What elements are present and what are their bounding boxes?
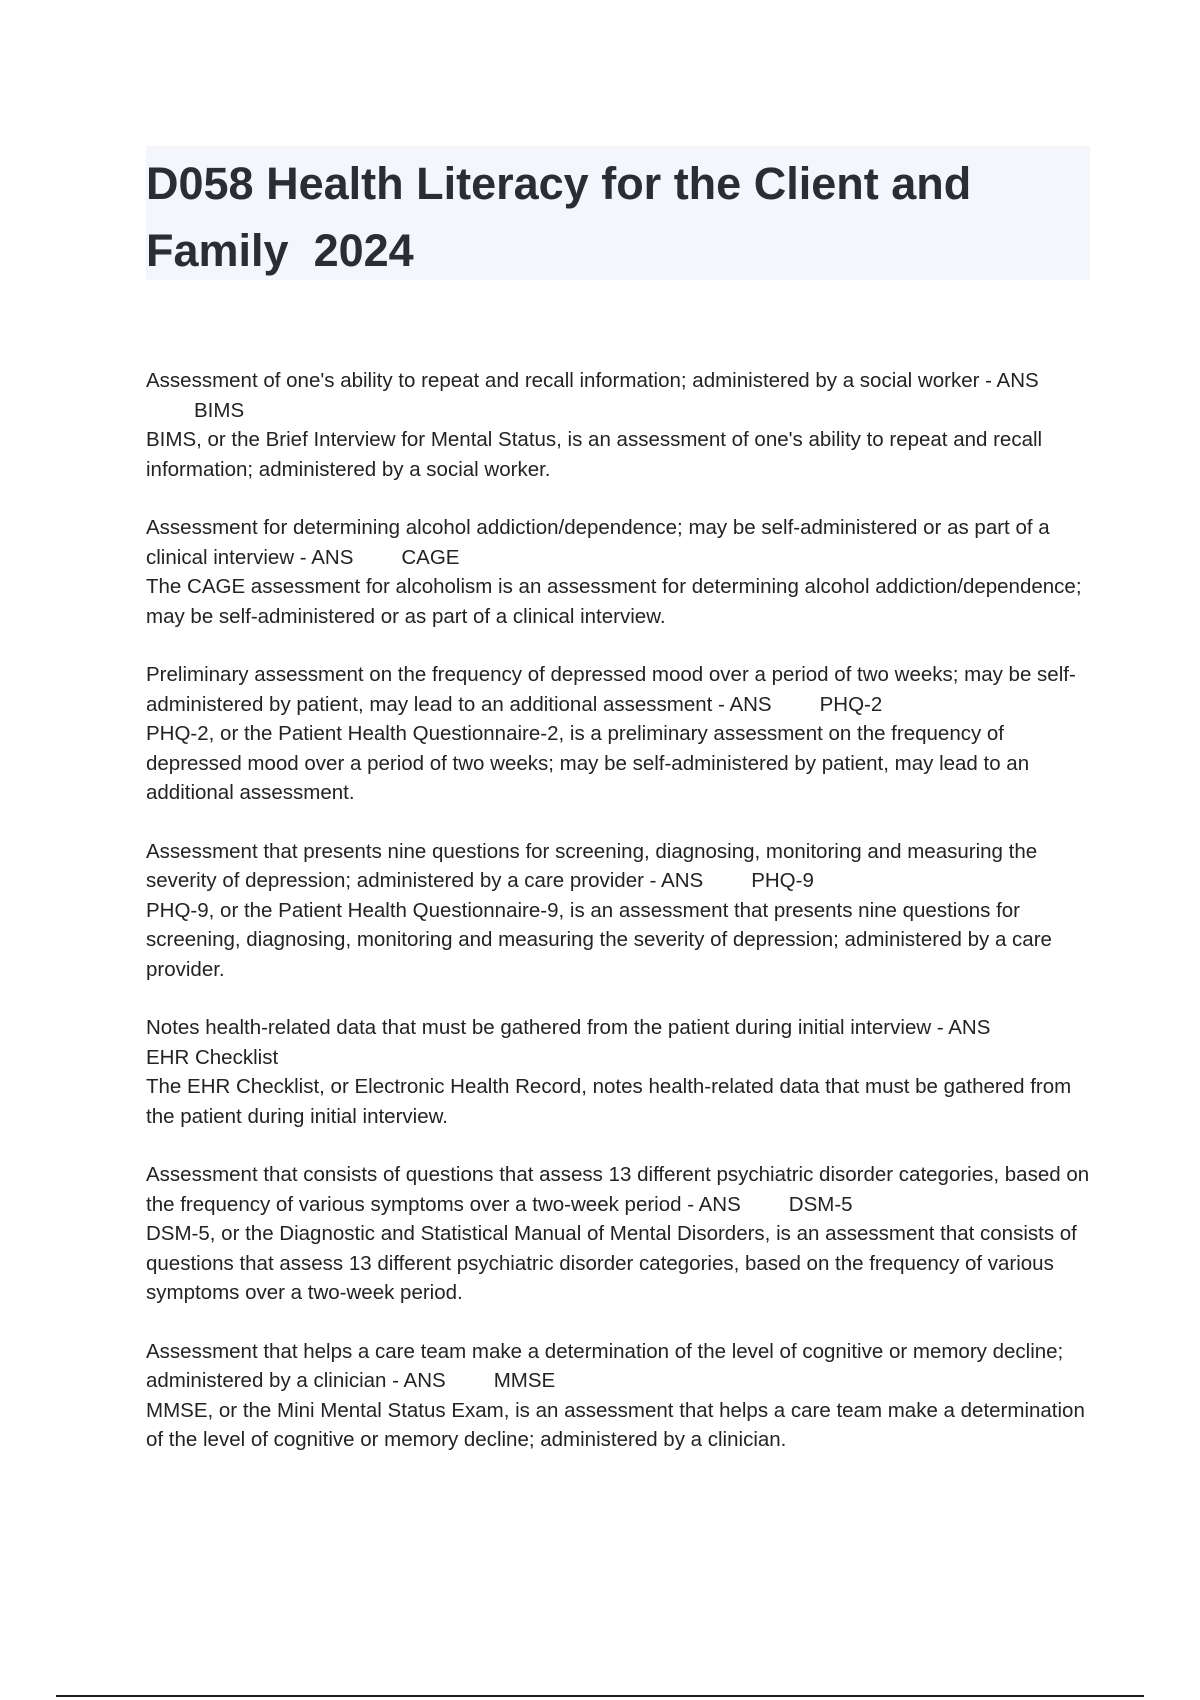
qa-item bbox=[146, 513, 1090, 631]
qa-item bbox=[146, 660, 1090, 808]
qa-question: Assessment that helps a care team make a determination of the level of cognitive or memory decline; administered by a clinician - bbox=[146, 1339, 1064, 1392]
qa-prompt bbox=[146, 660, 1090, 719]
qa-explanation: PHQ-2, or the Patient Health Questionnaire-2, is a preliminary assessment on the frequency of depressed mood over a period of two weeks; may be self-administered by patient, may lead to an additional assessment. bbox=[146, 722, 1030, 804]
qa-question: Assessment that presents nine questions for screening, diagnosing, monitoring and measuring the severity of depression; administered by a care provider - bbox=[146, 839, 1038, 892]
qa-question: Assessment that consists of questions that assess 13 different psychiatric disorder categories, based on the frequency of various symptoms over a two-week period - bbox=[146, 1163, 1090, 1216]
title-banner bbox=[146, 146, 1090, 280]
qa-answer: EHR Checklist bbox=[146, 1045, 279, 1069]
qa-item bbox=[146, 1160, 1090, 1308]
qa-prompt bbox=[146, 513, 1090, 572]
qa-prompt bbox=[146, 837, 1090, 896]
qa-explanation: DSM-5, or the Diagnostic and Statistical Manual of Mental Disorders, is an assessment that consists of questions that assess 13 different psychiatric disorder categories, based on the frequency of various symptoms over a two-week period. bbox=[146, 1222, 1077, 1304]
ans-label: ANS bbox=[311, 545, 354, 569]
qa-answer: CAGE bbox=[401, 545, 460, 569]
ans-label: ANS bbox=[996, 369, 1039, 392]
qa-prompt bbox=[146, 1013, 1090, 1072]
footer-divider bbox=[56, 1695, 1144, 1697]
qa-item bbox=[146, 1337, 1090, 1455]
qa-list bbox=[146, 366, 1090, 1484]
qa-question: Assessment for determining alcohol addiction/dependence; may be self-administered or as part of a clinical interview - bbox=[146, 516, 1050, 569]
ans-label: ANS bbox=[698, 1192, 741, 1216]
document-title: D058 Health Literacy for the Client and Family 2024 bbox=[146, 158, 984, 276]
ans-label: ANS bbox=[403, 1369, 446, 1392]
qa-explanation: BIMS, or the Brief Interview for Mental Status, is an assessment of one's ability to repeat and recall information; administered by a social worker. bbox=[146, 428, 1043, 481]
qa-item bbox=[146, 366, 1090, 484]
qa-answer: DSM-5 bbox=[788, 1192, 853, 1216]
qa-answer: MMSE bbox=[493, 1369, 556, 1392]
qa-question: Notes health-related data that must be gathered from the patient during initial interview - bbox=[146, 1016, 944, 1039]
ans-label: ANS bbox=[729, 692, 772, 716]
qa-prompt bbox=[146, 1160, 1090, 1219]
qa-answer: PHQ-2 bbox=[819, 692, 883, 716]
qa-item bbox=[146, 837, 1090, 985]
ans-label: ANS bbox=[661, 869, 704, 892]
qa-explanation: The CAGE assessment for alcoholism is an assessment for determining alcohol addiction/dependence; may be self-administered or as part of a clinical interview. bbox=[146, 575, 1082, 628]
qa-answer: BIMS bbox=[194, 398, 245, 422]
qa-answer: PHQ-9 bbox=[751, 869, 814, 892]
qa-explanation: MMSE, or the Mini Mental Status Exam, is an assessment that helps a care team make a determination of the level of cognitive or memory decline; administered by a clinician. bbox=[146, 1398, 1085, 1451]
qa-explanation: PHQ-9, or the Patient Health Questionnaire-9, is an assessment that presents nine questions for screening, diagnosing, monitoring and measuring the severity of depression; administered by a care provider. bbox=[146, 898, 1052, 981]
qa-question: Preliminary assessment on the frequency of depressed mood over a period of two weeks; may be self-administered by patient, may lead to an additional assessment - bbox=[146, 663, 1076, 716]
ans-label: ANS bbox=[948, 1016, 991, 1039]
qa-item bbox=[146, 1013, 1090, 1131]
qa-explanation: The EHR Checklist, or Electronic Health Record, notes health-related data that must be gathered from the patient during initial interview. bbox=[146, 1075, 1072, 1128]
qa-prompt bbox=[146, 1337, 1090, 1396]
qa-question: Assessment of one's ability to repeat and recall information; administered by a social worker - bbox=[146, 369, 992, 392]
qa-prompt bbox=[146, 366, 1090, 425]
